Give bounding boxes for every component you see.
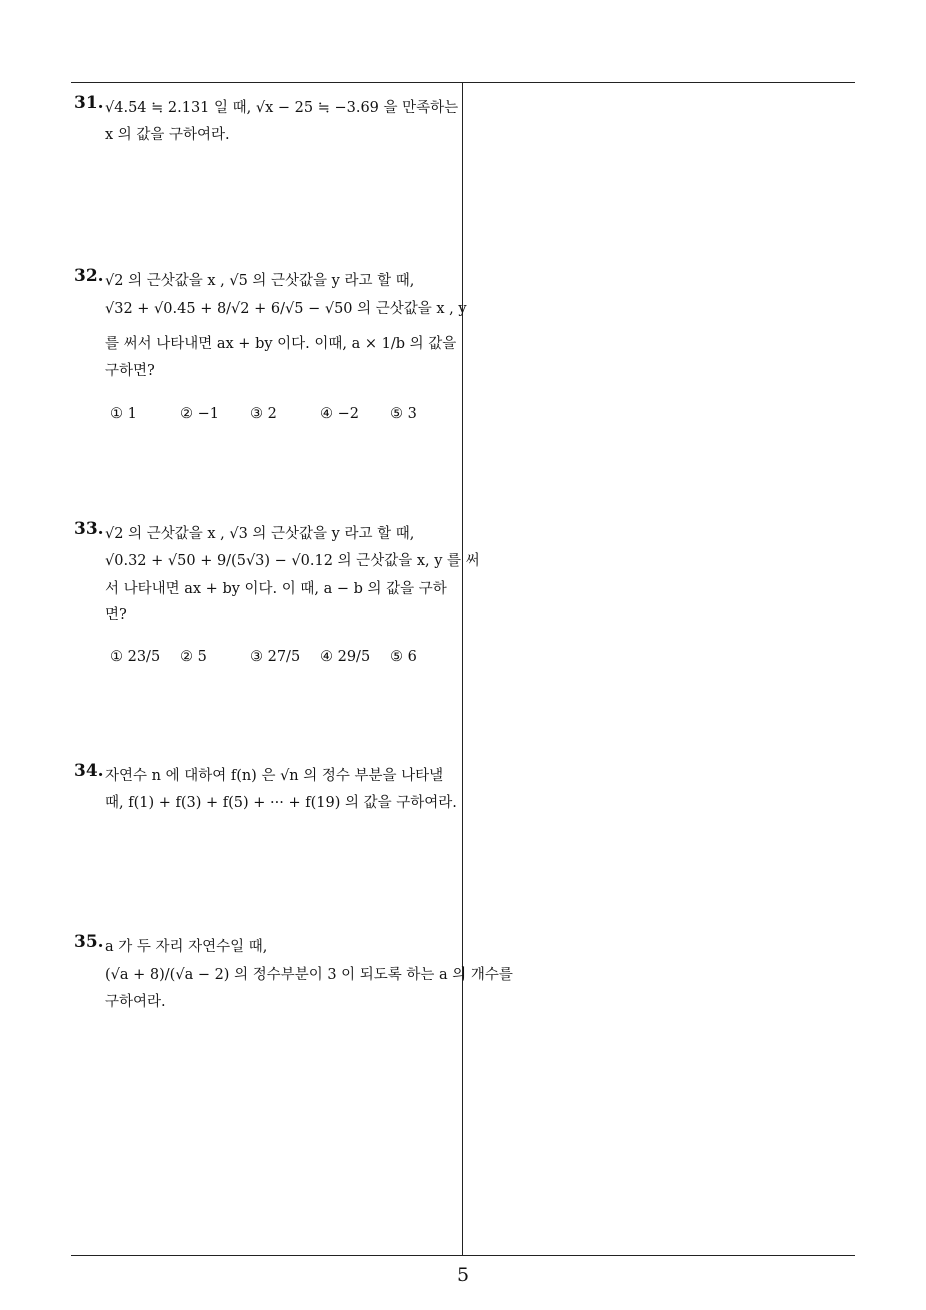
problem-33	[74, 519, 480, 689]
choice[interactable]: ② −1	[180, 406, 219, 422]
problem-line: 때, f(1) + f(3) + f(5) + ··· + f(19) 의 값을 구하여라.	[105, 795, 457, 811]
problem-35	[74, 932, 513, 1022]
problem-number: 34.	[74, 761, 104, 781]
choice[interactable]: ② 5	[180, 649, 207, 665]
choice[interactable]: ④ 29/5	[320, 649, 371, 665]
choice[interactable]: ① 1	[110, 406, 137, 422]
problem-line: √2 의 근삿값을 x , √3 의 근삿값을 y 라고 할 때,	[105, 526, 415, 542]
problem-number: 33.	[74, 519, 104, 539]
problem-line: 면?	[105, 607, 127, 623]
problem-32	[74, 266, 467, 436]
problem-number: 31.	[74, 93, 104, 113]
page-number: 5	[456, 1264, 470, 1286]
problem-line: a 가 두 자리 자연수일 때,	[105, 939, 268, 955]
problem-31	[74, 93, 459, 153]
choice[interactable]: ① 23/5	[110, 649, 161, 665]
choice[interactable]: ④ −2	[320, 406, 359, 422]
problem-line: 자연수 n 에 대하여 f(n) 은 √n 의 정수 부분을 나타낼	[105, 768, 444, 784]
problem-line: √4.54 ≒ 2.131 일 때, √x − 25 ≒ −3.69 을 만족하는	[105, 100, 459, 116]
problem-line: 구하면?	[105, 363, 155, 379]
problem-line: √0.32 + √50 + 9/(5√3) − √0.12 의 근삿값을 x, y 를 써	[105, 553, 480, 569]
problem-line: √2 의 근삿값을 x , √5 의 근삿값을 y 라고 할 때,	[105, 273, 415, 289]
problem-line: 서 나타내면 ax + by 이다. 이 때, a − b 의 값을 구하	[105, 581, 447, 597]
problem-line: 를 써서 나타내면 ax + by 이다. 이때, a × 1/b 의 값을	[105, 336, 457, 352]
problem-number: 35.	[74, 932, 104, 952]
problem-line: x 의 값을 구하여라.	[105, 127, 230, 143]
choice[interactable]: ⑤ 6	[390, 649, 417, 665]
problem-line: 구하여라.	[105, 994, 166, 1010]
problem-number: 32.	[74, 266, 104, 286]
column-divider	[462, 83, 463, 1256]
problem-34	[74, 761, 456, 821]
problem-line: √32 + √0.45 + 8/√2 + 6/√5 − √50 의 근삿값을 x , y	[105, 301, 467, 317]
top-rule	[71, 82, 855, 83]
choice[interactable]: ③ 27/5	[250, 649, 301, 665]
bottom-rule	[71, 1255, 855, 1256]
choice[interactable]: ③ 2	[250, 406, 277, 422]
problem-line: (√a + 8)/(√a − 2) 의 정수부분이 3 이 되도록 하는 a 의 개수를	[105, 967, 513, 983]
choice[interactable]: ⑤ 3	[390, 406, 417, 422]
